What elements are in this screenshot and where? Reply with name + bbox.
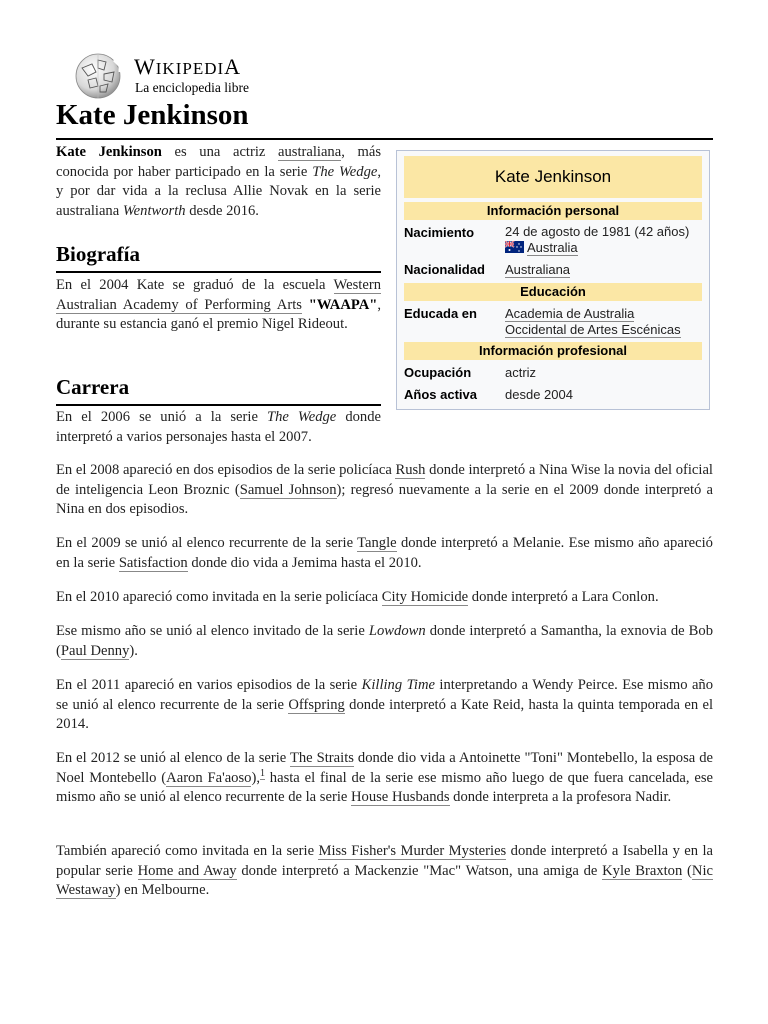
label-anios-activa: Años activa <box>404 387 477 402</box>
career-paragraph-5: Ese mismo año se unió al elenco invitado de la serie Lowdown donde interpretó a Samantha, la exnovia de Bob (Paul Denny). <box>56 623 713 659</box>
link-academia-cont[interactable]: Occidental de Artes Escénicas <box>505 322 681 337</box>
career-paragraph-1: En el 2006 se unió a la serie The Wedge donde interpretó a varios personajes hasta el 2007. <box>56 409 381 445</box>
career-paragraph-2: En el 2008 apareció en dos episodios de la serie policíaca Rush donde interpretó a Nina Wise la novia del oficial de inteligencia Leon Broznic (Samuel Johnson); regresó nuevamente a la serie en el 2009 donde interpretó a Nina en dos episodios. <box>56 462 714 518</box>
waapa-abbr: "WAAPA" <box>308 296 378 313</box>
tagline: La enciclopedia libre <box>135 80 249 95</box>
link-waapa[interactable]: Western Australian Academy of Performing Arts <box>56 277 381 313</box>
career-paragraph-6: En el 2011 apareció en varios episodios de la serie Killing Time interpretando a Wendy Peirce. Ese mismo año se unió al elenco recurrente de la serie Offspring donde interpretó a Kate Reid, hasta la quinta temporada en el 2014. <box>56 677 714 733</box>
infobox <box>396 150 710 410</box>
wordmark: WIKIPEDIA <box>134 54 242 79</box>
link-satisfaction[interactable]: Satisfaction <box>118 554 188 571</box>
value-nacimiento: 24 de agosto de 1981 (42 años) Australia <box>505 224 690 255</box>
value-ocupacion: actriz <box>505 365 537 380</box>
link-australiana[interactable]: australiana <box>278 144 342 160</box>
label-nacionalidad: Nacionalidad <box>404 262 485 277</box>
link-home-and-away[interactable]: Home and Away <box>137 862 237 879</box>
label-nacimiento: Nacimiento <box>404 225 475 240</box>
link-city-homicide[interactable]: City Homicide <box>381 589 469 605</box>
show-the-wedge: The Wedge <box>312 163 378 180</box>
infobox-section-profesional: Información profesional <box>404 342 702 360</box>
show-wentworth: Wentworth <box>122 202 186 219</box>
value-anios-activa: desde 2004 <box>505 387 573 402</box>
link-tangle[interactable]: Tangle <box>357 535 397 551</box>
link-rush[interactable]: Rush <box>395 462 426 478</box>
link-australiana-nationality[interactable]: Australiana <box>505 262 571 277</box>
wikipedia-globe-icon <box>74 52 122 100</box>
value-educada <box>505 306 705 338</box>
link-nic-westaway[interactable]: Nic Westaway <box>56 862 713 899</box>
label-educada: Educada en <box>404 306 477 321</box>
link-the-straits[interactable]: The Straits <box>289 750 354 766</box>
infobox-section-educacion: Educación <box>404 283 702 301</box>
section-heading-carrera: Carrera <box>56 373 381 406</box>
intro-paragraph: Kate Jenkinson es una actriz australiana, más conocida por haber participado en la serie The Wedge, y por dar vida a la reclusa Allie Novak en la serie australiana Wentworth desde 2016. <box>56 144 381 219</box>
link-house-husbands[interactable]: House Husbands <box>351 789 450 806</box>
section-heading-biografia: Biografía <box>56 240 381 273</box>
bio-paragraph: En el 2004 Kate se graduó de la escuela Western Australian Academy of Performing Arts "WAAPA", durante su estancia ganó el premio Nigel Rideout. <box>56 277 382 333</box>
link-offspring[interactable]: Offspring <box>288 696 345 713</box>
reference-1[interactable]: 1 <box>259 767 265 779</box>
career-paragraph-7: En el 2012 se unió al elenco de la serie The Straits donde dio vida a Antoinette "Toni" Montebello, la esposa de Noel Montebello (Aaron Fa'aoso),$^1$ hasta el final de la serie ese mismo año luego de que fuera cancelada, ese mismo año se unió al elenco recurrente de la serie House Husbands donde interpreta a la profesora Nadir. <box>56 750 713 806</box>
label-ocupacion: Ocupación <box>404 365 472 380</box>
infobox-title: Kate Jenkinson <box>404 156 702 198</box>
link-samuel-johnson[interactable]: Samuel Johnson <box>239 481 337 498</box>
link-kyle-braxton[interactable]: Kyle Braxton <box>602 862 683 879</box>
link-miss-fisher[interactable]: Miss Fisher's Murder Mysteries <box>318 843 507 859</box>
value-nacionalidad <box>505 262 705 278</box>
link-academia[interactable]: Academia de Australia <box>505 306 635 321</box>
page-title: Kate Jenkinson <box>56 96 713 140</box>
subject-name: Kate Jenkinson <box>56 144 162 160</box>
link-aaron-faaoso[interactable]: Aaron Fa'aoso <box>166 769 252 786</box>
career-paragraph-4: En el 2010 apareció como invitada en la serie policíaca City Homicide donde interpretó a Lara Conlon. <box>56 589 659 605</box>
link-paul-denny[interactable]: Paul Denny <box>60 642 130 659</box>
link-australia[interactable]: Australia <box>527 240 578 255</box>
australia-flag-icon <box>505 241 524 253</box>
career-paragraph-3: En el 2009 se unió al elenco recurrente de la serie Tangle donde interpretó a Melanie. Ese mismo año apareció en la serie Satisfaction donde dio vida a Jemima hasta el 2010. <box>56 535 713 571</box>
infobox-section-personal: Información personal <box>404 202 702 220</box>
career-paragraph-8: También apareció como invitada en la serie Miss Fisher's Murder Mysteries donde interpretó a Isabella y en la popular serie Home and Away donde interpretó a Mackenzie "Mac" Watson, una amiga de Kyle Braxton (Nic Westaway) en Melbourne. <box>56 843 713 899</box>
